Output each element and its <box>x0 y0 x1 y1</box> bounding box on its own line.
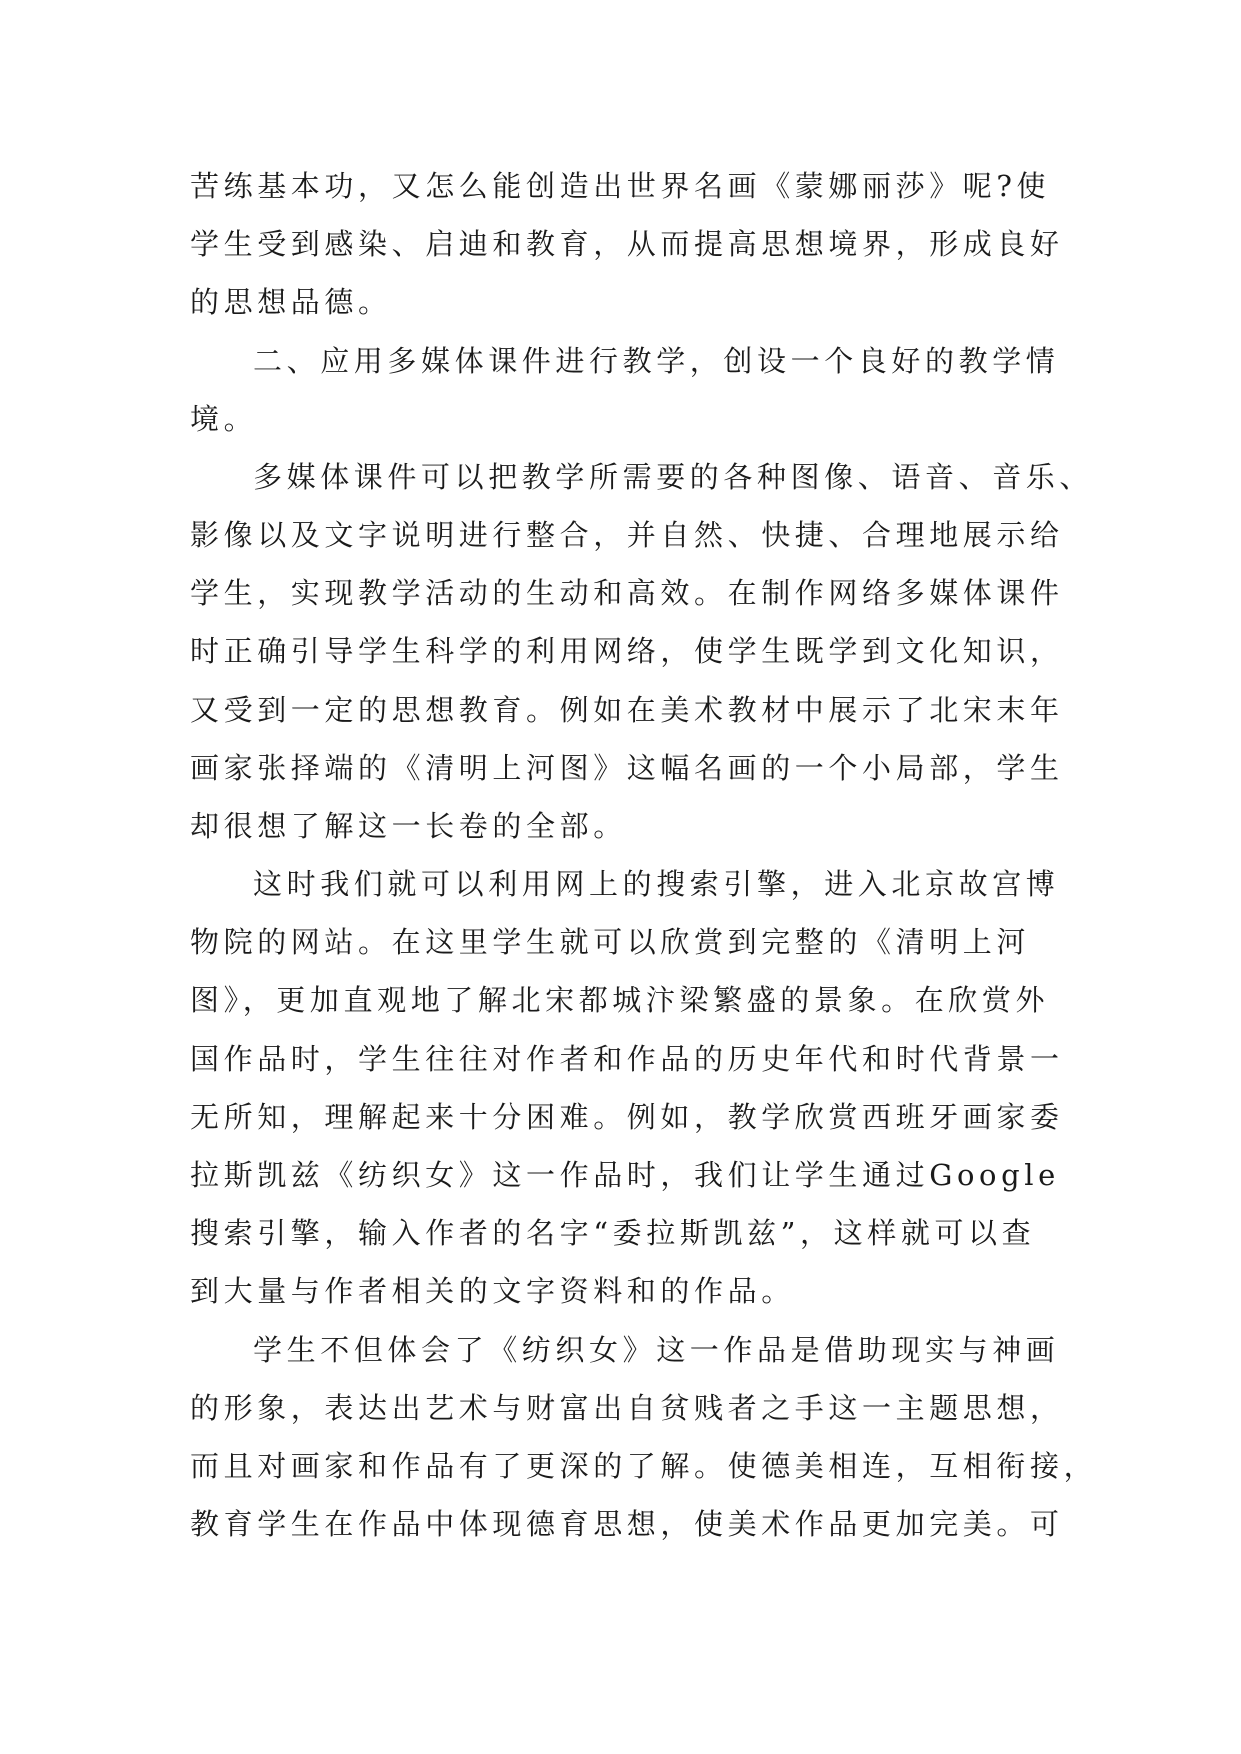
text-line: 境。 <box>190 402 258 436</box>
text-line: 学生，实现教学活动的生动和高效。在制作网络多媒体课件 <box>190 576 1064 610</box>
text-line: 物院的网站。在这里学生就可以欣赏到完整的《清明上河 <box>190 925 1031 959</box>
text-line: 影像以及文字说明进行整合，并自然、快捷、合理地展示给 <box>190 518 1064 552</box>
text-line: 时正确引导学生科学的利用网络，使学生既学到文化知识， <box>190 634 1064 668</box>
paragraph-first-line: 多媒体课件可以把教学所需要的各种图像、语音、音乐、 <box>253 460 1094 494</box>
text-line: 画家张择端的《清明上河图》这幅名画的一个小局部，学生 <box>190 751 1064 785</box>
paragraph-first-line: 学生不但体会了《纺织女》这一作品是借助现实与神画 <box>253 1333 1060 1367</box>
text-line: 的思想品德。 <box>190 285 392 319</box>
text-line: 学生受到感染、启迪和教育，从而提高思想境界，形成良好 <box>190 227 1064 261</box>
text-line: 图》，更加直观地了解北宋都城汴梁繁盛的景象。在欣赏外 <box>190 983 1050 1017</box>
text-line: 又受到一定的思想教育。例如在美术教材中展示了北宋末年 <box>190 693 1064 727</box>
text-line: 搜索引擎，输入作者的名字“委拉斯凯兹”，这样就可以查 <box>190 1216 1036 1250</box>
text-line: 的形象，表达出艺术与财富出自贫贱者之手这一主题思想， <box>190 1391 1064 1425</box>
text-line: 到大量与作者相关的文字资料和的作品。 <box>190 1274 795 1308</box>
paragraph-first-line: 这时我们就可以利用网上的搜索引擎，进入北京故宫博 <box>253 867 1060 901</box>
section-heading: 二、应用多媒体课件进行教学，创设一个良好的教学情 <box>253 344 1060 378</box>
text-line: 拉斯凯兹《纺织女》这一作品时，我们让学生通过Google <box>190 1158 1060 1192</box>
text-line: 而且对画家和作品有了更深的了解。使德美相连，互相衔接， <box>190 1449 1098 1483</box>
text-line: 却很想了解这一长卷的全部。 <box>190 809 627 843</box>
text-line: 无所知，理解起来十分困难。例如，教学欣赏西班牙画家委 <box>190 1100 1064 1134</box>
text-line: 国作品时，学生往往对作者和作品的历史年代和时代背景一 <box>190 1042 1064 1076</box>
text-line: 教育学生在作品中体现德育思想，使美术作品更加完美。可 <box>190 1507 1064 1541</box>
text-line: 苦练基本功，又怎么能创造出世界名画《蒙娜丽莎》呢?使 <box>190 169 1051 203</box>
